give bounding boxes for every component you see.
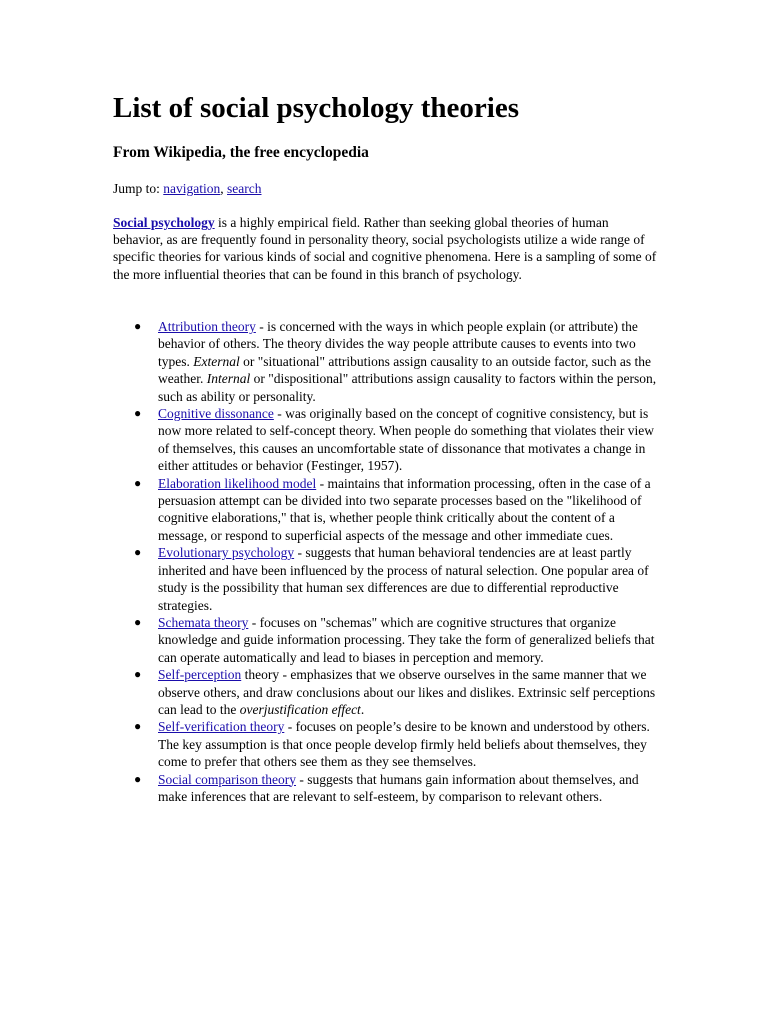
jump-to-label: Jump to: — [113, 181, 164, 196]
list-item — [134, 614, 663, 666]
list-item-text: - was originally based on the concept of cognitive consistency, but is now more related to self-concept theory. When people do something that violates their view of themselves, this causes an uncomfortable state of dissonance that motivates a change in either attitudes or behavior (Festinger, 1957). — [158, 406, 654, 474]
self-verification-theory-link[interactable]: Self-verification theory — [158, 719, 285, 735]
list-item — [134, 666, 663, 718]
list-item-emphasis: External — [193, 353, 240, 369]
cognitive-dissonance-link[interactable]: Cognitive dissonance — [158, 406, 274, 422]
list-item-text: theory - emphasizes that we observe ourselves in the same manner that we observe others, and draw conclusions about our likes and dislikes. Extrinsic self perceptions can lead to the — [158, 667, 656, 717]
evolutionary-psychology-link[interactable]: Evolutionary psychology — [158, 545, 295, 561]
page-title: List of social psychology theories — [113, 92, 519, 124]
list-item-text: or "situational" attributions assign causality to an outside factor, such as the weather. — [158, 353, 652, 387]
list-item-text: . — [360, 701, 365, 717]
list-item — [134, 771, 663, 806]
list-item-text: - focuses on "schemas" which are cognitive structures that organize knowledge and guide information processing. They take the form of generalized beliefs that can operate automatically and lead to biases in perception and memory. — [158, 614, 655, 665]
list-item-emphasis: Internal — [206, 371, 251, 387]
list-item — [134, 544, 663, 614]
jump-to-bar — [113, 180, 262, 198]
list-item-text: - suggests that humans gain information about themselves, and make inferences that are relevant to self-esteem, by comparison to relevant others. — [158, 771, 639, 804]
list-item-text: - suggests that human behavioral tendencies are at least partly inherited and have been influenced by the process of natural selection. One popular area of study is the possibility that human sex differences are due to differential reproductive strategies. — [158, 545, 649, 613]
bullet-icon: ● — [134, 667, 142, 682]
theories-list — [113, 318, 663, 805]
intro-paragraph — [113, 214, 658, 283]
bullet-icon: ● — [134, 545, 142, 560]
social-comparison-theory-link[interactable]: Social comparison theory — [158, 771, 296, 787]
list-item — [134, 318, 663, 405]
list-item-emphasis: overjustification effect — [239, 701, 361, 717]
bullet-icon: ● — [134, 319, 142, 333]
list-item — [134, 718, 663, 770]
social-psychology-link[interactable]: Social psychology — [113, 215, 215, 230]
list-item-text: - focuses on people’s desire to be known and understood by others. The key assumption is that once people develop firmly held beliefs about themselves, they come to prefer that others see them as they see themselves. — [158, 719, 650, 770]
bullet-icon: ● — [134, 771, 142, 786]
search-link[interactable]: search — [227, 181, 262, 196]
bullet-icon: ● — [134, 406, 142, 421]
bullet-icon: ● — [134, 475, 142, 490]
list-item — [134, 405, 663, 475]
page-subtitle: From Wikipedia, the free encyclopedia — [113, 144, 369, 161]
jump-to-separator: , — [220, 181, 228, 196]
list-item-text: - is concerned with the ways in which people explain (or attribute) the behavior of others. The theory divides the way people attribute causes to events into two types. — [158, 319, 638, 369]
bullet-icon: ● — [134, 719, 142, 734]
intro-text: is a highly empirical field. Rather than seeking global theories of human behavior, as are frequently found in personality theory, social psychologists utilize a wide range of specific theories for various kinds of social and cognitive phenomena. Here is a sampling of some of the more influential theories that can be found in this branch of psychology. — [113, 215, 657, 282]
list-item-text: - maintains that information processing, often in the case of a persuasion attempt can be divided into two separate processes based on the "likelihood of cognitive elaborations," that is, whether people think critically about the content of a message, or respond to superficial aspects of the message and other immediate cues. — [158, 475, 651, 543]
schemata-theory-link[interactable]: Schemata theory — [158, 614, 249, 630]
attribution-theory-link[interactable]: Attribution theory — [158, 319, 256, 334]
list-item — [134, 475, 663, 545]
elaboration-likelihood-model-link[interactable]: Elaboration likelihood model — [158, 475, 317, 491]
self-perception-link[interactable]: Self-perception — [158, 667, 242, 683]
list-item-text: or "dispositional" attributions assign causality to factors within the person, such as ability or personality. — [158, 371, 657, 404]
navigation-link[interactable]: navigation — [163, 181, 221, 196]
bullet-icon: ● — [134, 614, 142, 629]
